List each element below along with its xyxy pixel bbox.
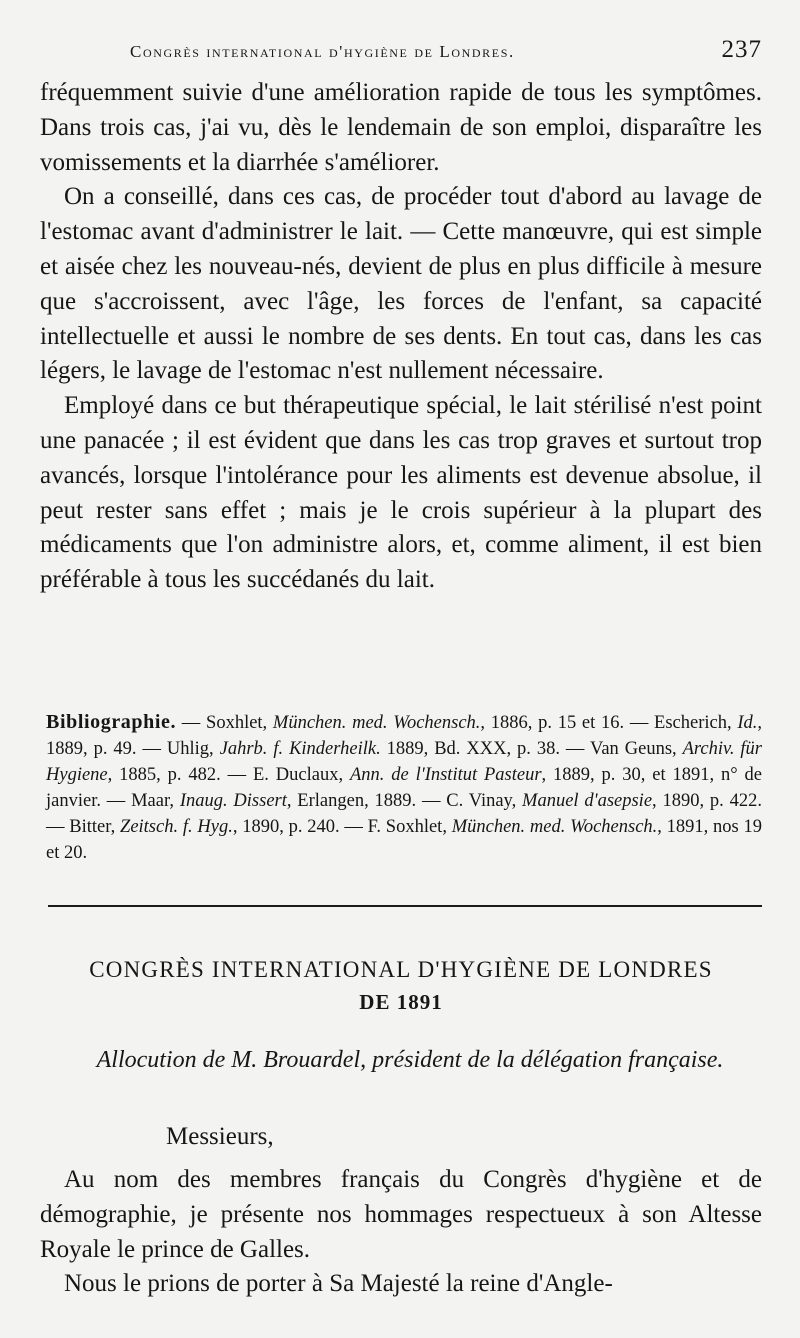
citation-text: , 1885, p. 482. — E. Duclaux, [107, 765, 350, 785]
citation-title: Archiv. für Hygiene [46, 739, 763, 785]
paragraph: Au nom des membres français du Congrès d'hygiène et de démographie, je présente nos hommages respectueux à son Altesse Royale le prince de Galles. [40, 1166, 762, 1263]
citation-text: , 1889, p. 30, et 1891, n° de janvier. — Maar, [46, 765, 762, 811]
citation-title: Id. [737, 713, 758, 733]
citation-title: Ann. de l'Institut Pasteur [349, 765, 542, 785]
bibliography [46, 709, 762, 866]
section-subtitle: DE 1891 [359, 990, 443, 1014]
bibliography-entries [46, 713, 762, 863]
citation-title: Inaug. Dissert [179, 791, 287, 811]
citation-text: , 1889, p. 49. — Uhlig, [46, 713, 762, 759]
citation-text: , 1890, p. 422. — Bitter, [46, 791, 762, 837]
citation-title: Zeitsch. f. Hyg. [120, 817, 233, 837]
citation-title: Jahrb. f. Kinderheilk. [219, 739, 381, 759]
bibliography-label: Bibliographie. [46, 711, 177, 733]
running-head: Congrès international d'hygiène de Londres. [130, 42, 515, 61]
citation-title: München. med. Wochensch. [272, 713, 481, 733]
closing-text [40, 1163, 762, 1302]
paragraph: Employé dans ce but thérapeutique spécial, le lait stérilisé n'est point une panacée ; il est évident que dans les cas trop graves et surtout trop avancés, lorsque l'intolérance pour les aliments est devenue absolue, il peut rester sans effet ; mais je le crois supérieur à la plupart des médicaments que l'on administre alors, et, comme aliment, il est bien préférable à tous les succédanés du lait. [40, 392, 762, 594]
citation-text: , 1890, p. 240. — F. Soxhlet, [232, 817, 452, 837]
citation-text: , 1891, nos 19 et 20. [46, 817, 763, 863]
body-text [40, 76, 762, 598]
citation-title: Manuel d'asepsie [522, 791, 653, 811]
paragraph: On a conseillé, dans ces cas, de procéder tout d'abord au lavage de l'estomac avant d'administrer le lait. — Cette manœuvre, qui est simple et aisée chez les nouveau-nés, devient de plus en plus difficile à mesure que s'accroissent, avec l'âge, les forces de l'enfant, sa capacité intellectuelle et aussi le nombre de ses dents. En tout cas, dans les cas légers, le lavage de l'estomac n'est nullement nécessaire. [40, 183, 762, 385]
paragraph: fréquemment suivie d'une amélioration rapide de tous les symptômes. Dans trois cas, j'ai vu, dès le lendemain de son emploi, disparaître les vomissements et la diarrhée s'améliorer. [40, 79, 762, 176]
citation-title: München. med. Wochensch. [451, 817, 658, 837]
citation-text: 1889, Bd. XXX, p. 38. — Van Geuns, [380, 739, 683, 759]
section-divider [48, 905, 762, 907]
address-heading: Allocution de M. Brouardel, président de la délégation française. [96, 1047, 724, 1073]
page-header [40, 38, 762, 74]
citation-text: , 1886, p. 15 et 16. — Escherich, [480, 713, 738, 733]
salutation: Messieurs, [166, 1123, 274, 1150]
section-title: CONGRÈS INTERNATIONAL D'HYGIÈNE DE LONDRES [89, 957, 713, 982]
page-number: 237 [721, 36, 762, 63]
citation-text: , Erlangen, 1889. — C. Vinay, [286, 791, 523, 811]
citation-text: — Soxhlet, [176, 713, 273, 733]
paragraph: Nous le prions de porter à Sa Majesté la reine d'Angle- [64, 1270, 613, 1298]
